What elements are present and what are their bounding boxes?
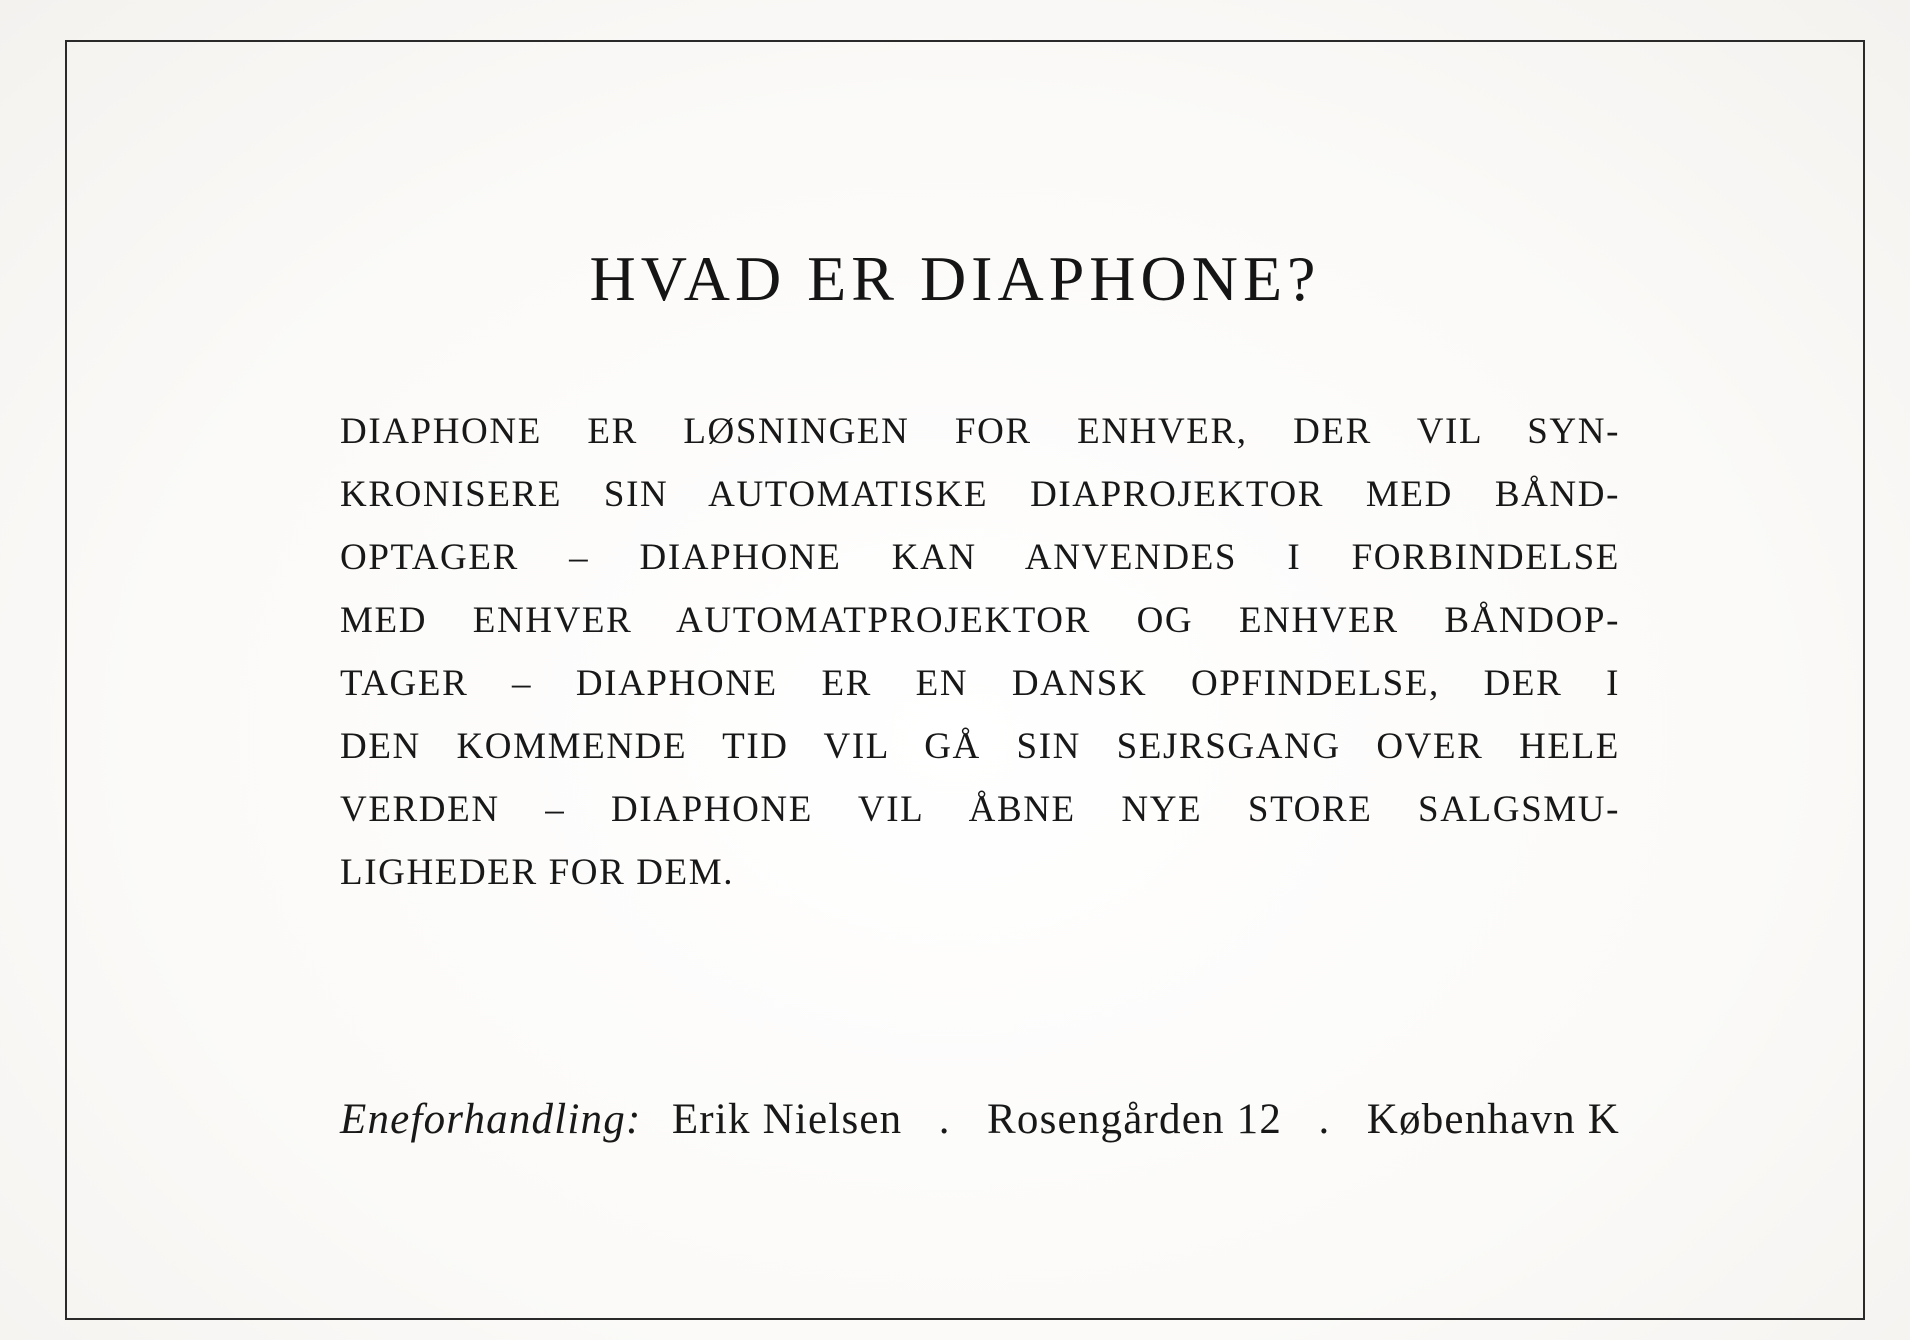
body-line: LIGHEDER FOR DEM. <box>340 852 735 893</box>
body-line: DEN KOMMENDE TID VIL GÅ SIN SEJRSGANG OVER HELE <box>340 726 1620 767</box>
footer-separator: . <box>938 1096 951 1143</box>
body-paragraph <box>340 400 1620 904</box>
body-line: OPTAGER – DIAPHONE KAN ANVENDES I FORBINDELSE <box>340 537 1620 578</box>
body-line: TAGER – DIAPHONE ER EN DANSK OPFINDELSE, DER I <box>340 663 1620 704</box>
body-line: DIAPHONE ER LØSNINGEN FOR ENHVER, DER VIL SYN- <box>340 411 1620 452</box>
body-line: KRONISERE SIN AUTOMATISKE DIAPROJEKTOR MED BÅND- <box>340 474 1620 515</box>
dealer-address: Rosengården 12 <box>987 1096 1283 1143</box>
body-line: MED ENHVER AUTOMATPROJEKTOR OG ENHVER BÅNDOP- <box>340 600 1620 641</box>
footer-separator: . <box>1318 1096 1331 1143</box>
dealer-name: Erik Nielsen <box>671 1096 903 1143</box>
dealer-label: Eneforhandling: <box>340 1096 642 1143</box>
page-title: HVAD ER DIAPHONE? <box>589 243 1321 314</box>
body-line: VERDEN – DIAPHONE VIL ÅBNE NYE STORE SALGSMU- <box>340 789 1620 830</box>
dealer-footer <box>340 1095 1620 1144</box>
dealer-city: København K <box>1366 1096 1620 1143</box>
